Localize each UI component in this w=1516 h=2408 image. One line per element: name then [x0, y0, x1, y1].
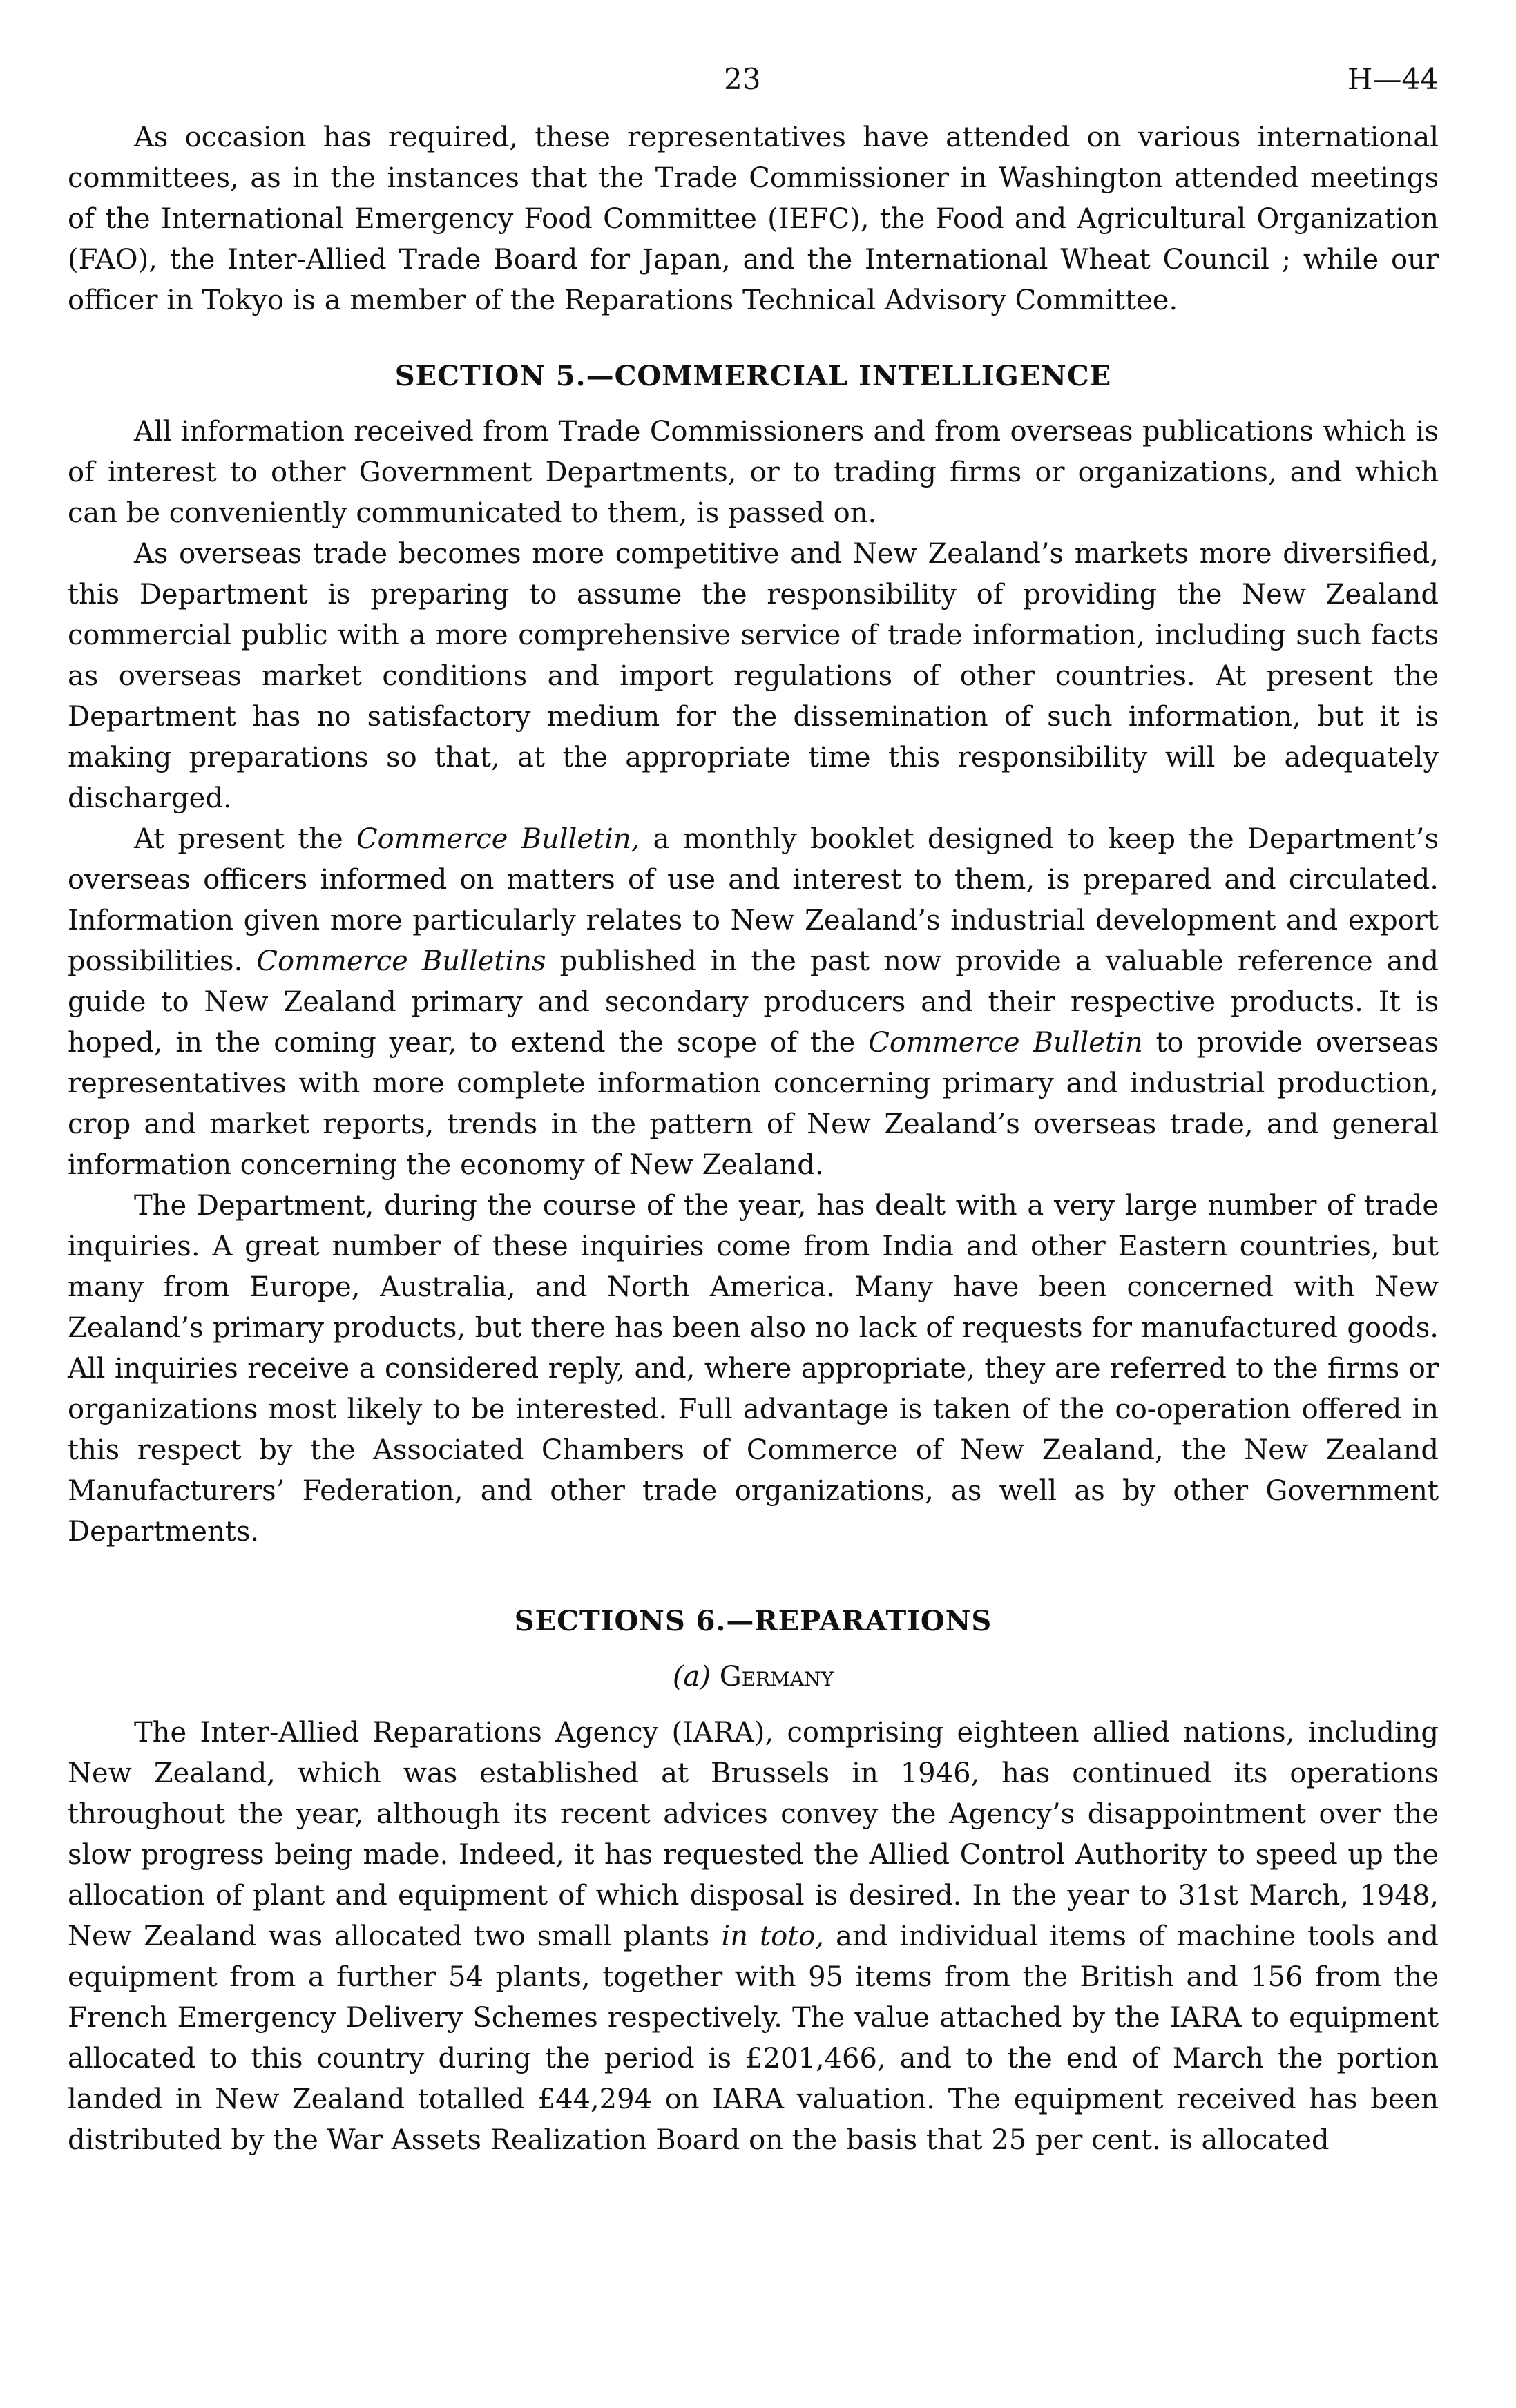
section-5-paragraph-4: The Department, during the course of the year, has dealt with a very large number of trade inquiries. A great number of these inquiries come from India and other Eastern countries, but many from Europe, Australia, and North America. Many have been concerned with New Zealand’s primary products, but there has been also no lack of requests for manufactured goods. All inquiries receive a considered reply, and, where appropriate, they are referred to the firms or organizations most likely to be interested. Full advantage is taken of the co-operation offered in this respect by the Associated Chambers of Commerce of New Zealand, the New Zealand Manufacturers’ Federation, and other trade organizations, as well as by other Government Departments.: [68, 1190, 1439, 1548]
p3-text-g: to provide overseas representatives with more complete information concerning primary and industrial production, crop and market reports, trends in the pattern of New Zealand’s overseas trade, and general information concerning the economy of New Zealand.: [68, 1027, 1439, 1181]
page-number: 23: [724, 62, 761, 96]
p3-text-a: At present the: [134, 823, 356, 855]
section-5-heading: SECTION 5.—COMMERCIAL INTELLIGENCE: [394, 360, 1112, 392]
in-toto-phrase: in toto,: [721, 1920, 825, 1952]
document-reference: H—44: [1347, 62, 1439, 96]
s6-text-a: The Inter-Allied Reparations Agency (IARA), comprising eighteen allied nations, including New Zealand, which was established at Brussels in 1946, has continued its operations throughout the year, although its recent advices convey the Agency’s disappointment over the slow progress being made. Indeed, it has requested the Allied Control Authority to speed up the allocation of plant and equipment of which disposal is desired. In the year to 31st March, 1948, New Zealand was allocated two small plants: [68, 1717, 1439, 1952]
running-header: [68, 62, 1439, 117]
section-5-paragraph-2: As overseas trade becomes more competitive and New Zealand’s markets more diversified, this Department is preparing to assume the responsibility of providing the New Zealand commercial public with a more comprehensive service of trade information, including such facts as overseas market conditions and import regulations of other countries. At present the Department has no satisfactory medium for the dissemination of such information, but it is making preparations so that, at the appropriate time this responsibility will be adequately discharged.: [68, 538, 1439, 814]
subsection-prefix: (a): [672, 1661, 711, 1693]
intro-paragraph: As occasion has required, these representatives have attended on various international committees, as in the instances that the Trade Commissioner in Washington attended meetings of the International Emergency Food Committee (IEFC), the Food and Agricultural Organization (FAO), the Inter-Allied Trade Board for Japan, and the International Wheat Council ; while our officer in Tokyo is a member of the Reparations Technical Advisory Committee.: [68, 122, 1439, 316]
p3-text-e: published in the past now provide a valuable reference and guide to New Zealand primary and secondary producers and their respective products. It is hoped, in the coming year, to extend the scope of the: [68, 945, 1439, 1059]
section-6-paragraph-1: [68, 1713, 1439, 2161]
commerce-bulletins-title: Commerce Bulletins: [256, 945, 546, 977]
subsection-title: Germany: [719, 1661, 834, 1693]
commerce-bulletin-title: Commerce Bulletin,: [356, 823, 640, 855]
p3-text-c: a monthly booklet designed to keep the Department’s overseas officers informed on matters of use and interest to them, is prepared and circulated. Information given more particularly relates to New Zealand’s industrial development and export possibilities.: [68, 823, 1439, 977]
document-page: [68, 62, 1439, 2161]
commerce-bulletin-title-2: Commerce Bulletin: [868, 1027, 1143, 1059]
subsection-germany-heading: [68, 1657, 1439, 1697]
section-6-heading: SECTIONS 6.—REPARATIONS: [514, 1605, 992, 1637]
s6-text-c: and individual items of machine tools and equipment from a further 54 plants, together with 95 items from the British and 156 from the French Emergency Delivery Schemes respectively. The value attached by the IARA to equipment allocated to this country during the period is £201,466, and to the end of March the portion landed in New Zealand totalled £44,294 on IARA valuation. The equipment received has been distributed by the War Assets Realization Board on the basis that 25 per cent. is allocated: [68, 1920, 1439, 2156]
section-5-paragraph-1: All information received from Trade Commissioners and from overseas publications which is of interest to other Government Departments, or to trading firms or organizations, and which can be conveniently communicated to them, is passed on.: [68, 416, 1439, 529]
section-5-paragraph-3: [68, 819, 1439, 1186]
